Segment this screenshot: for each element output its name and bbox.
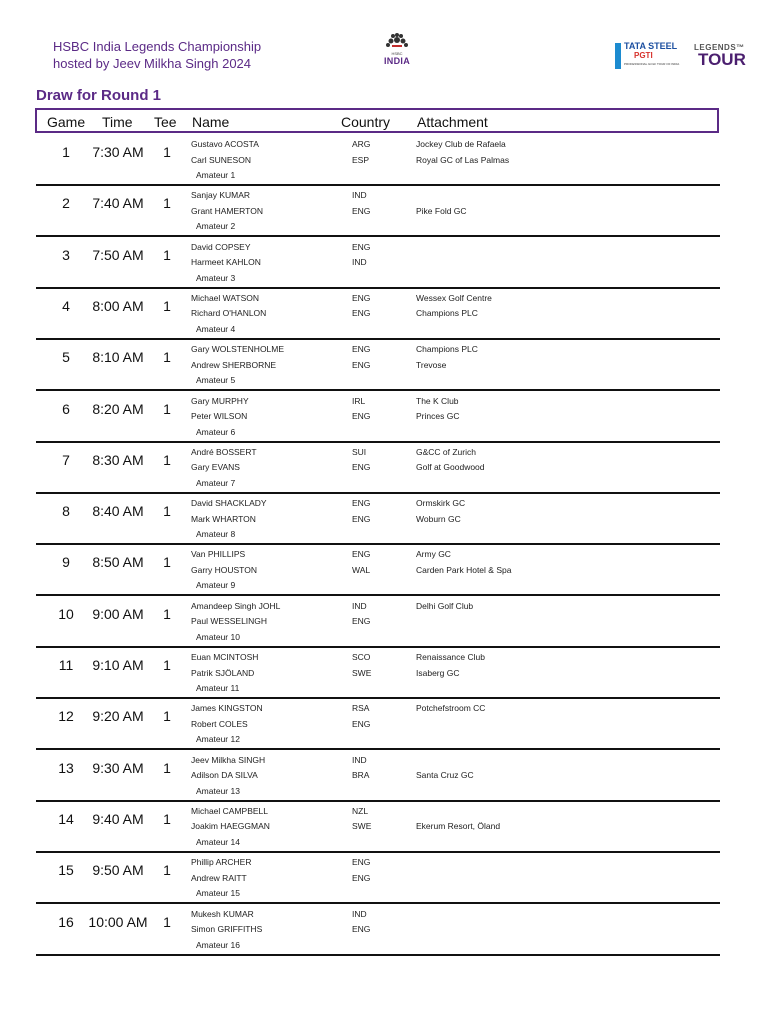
player-attachment: Santa Cruz GC <box>416 770 474 781</box>
table-row <box>36 648 720 699</box>
legends-wordmark: LEGENDS™ <box>694 43 745 52</box>
game-number: 7 <box>62 451 70 468</box>
player-country: ENG <box>352 513 371 524</box>
player-attachment: Jockey Club de Rafaela <box>416 139 506 149</box>
player-country: IND <box>352 190 367 201</box>
player-name: Carl SUNESON <box>191 154 251 165</box>
lotus-icon <box>384 33 410 51</box>
game-number: 2 <box>62 195 70 212</box>
player-country: IRL <box>352 395 366 406</box>
player-attachment: Isaberg GC <box>416 667 460 678</box>
player-attachment: Renaissance Club <box>416 652 485 662</box>
player-name: Gary WOLSTENHOLME <box>191 344 285 355</box>
hsbc-wordmark: HSBC <box>391 51 403 56</box>
game-number: 11 <box>58 657 74 673</box>
player-attachment: Golf at Goodwood <box>416 462 485 473</box>
table-row <box>36 494 720 545</box>
player-name: Harmeet KAHLON <box>191 257 261 268</box>
player-name: Michael CAMPBELL <box>191 805 269 816</box>
game-number: 13 <box>58 759 74 776</box>
player-country: ENG <box>352 205 371 216</box>
player-country: ENG <box>352 498 371 509</box>
player-country: ENG <box>352 718 371 729</box>
column-name: Name <box>192 114 230 130</box>
amateur-name: Amateur 14 <box>196 836 240 847</box>
section-title: Draw for Round 1 <box>36 87 162 104</box>
tee-time: 8:50 AM <box>92 554 144 571</box>
player-country: ENG <box>352 344 371 355</box>
player-name: Grant HAMERTON <box>191 205 263 216</box>
player-country: ENG <box>352 924 371 934</box>
player-name: Paul WESSELINGH <box>191 616 268 627</box>
player-attachment: Ormskirk GC <box>416 498 466 509</box>
player-country: SCO <box>352 652 371 662</box>
legends-tour-logo <box>612 38 744 74</box>
player-country: IND <box>352 257 367 268</box>
table-row <box>36 751 720 802</box>
player-country: ENG <box>352 857 371 868</box>
table-row <box>36 289 720 340</box>
amateur-name: Amateur 8 <box>196 529 236 540</box>
amateur-name: Amateur 9 <box>196 580 236 591</box>
player-name: Sanjay KUMAR <box>191 190 251 201</box>
player-name: Andrew SHERBORNE <box>191 359 277 370</box>
table-row <box>36 186 720 237</box>
tee-number: 1 <box>163 913 171 930</box>
player-country: ENG <box>352 462 371 473</box>
player-attachment: Champions PLC <box>416 308 478 319</box>
player-attachment: Ekerum Resort, Öland <box>416 821 501 832</box>
amateur-name: Amateur 5 <box>196 375 236 386</box>
player-country: ENG <box>352 872 371 883</box>
player-name: James KINGSTON <box>191 703 263 714</box>
column-game: Game <box>47 114 86 130</box>
table-row <box>36 802 720 853</box>
amateur-name: Amateur 7 <box>196 477 236 488</box>
tee-time: 9:10 AM <box>92 657 144 673</box>
tee-time: 9:30 AM <box>92 759 144 776</box>
player-name: Adilson DA SILVA <box>191 770 258 781</box>
player-attachment: The K Club <box>416 395 459 406</box>
tee-number: 1 <box>163 862 171 879</box>
player-country: SUI <box>352 446 367 457</box>
tee-time: 10:00 AM <box>88 913 148 930</box>
player-name: Phillip ARCHER <box>191 857 252 868</box>
amateur-name: Amateur 13 <box>196 785 240 796</box>
player-attachment: Carden Park Hotel & Spa <box>416 564 512 575</box>
amateur-name: Amateur 1 <box>196 170 236 180</box>
tee-time: 8:40 AM <box>92 503 144 520</box>
player-country: IND <box>352 754 367 765</box>
player-attachment: Wessex Golf Centre <box>416 292 492 303</box>
tee-time: 7:40 AM <box>92 195 144 212</box>
player-name: Garry HOUSTON <box>191 564 257 575</box>
tee-number: 1 <box>163 349 171 366</box>
player-name: Andrew RAITT <box>191 872 247 883</box>
player-attachment: Potchefstroom CC <box>416 703 486 714</box>
player-country: ENG <box>352 241 371 252</box>
game-number: 8 <box>62 503 70 520</box>
table-row <box>36 905 720 956</box>
player-name: Richard O'HANLON <box>191 308 267 319</box>
player-attachment: Princes GC <box>416 411 460 421</box>
table-row <box>36 392 720 443</box>
player-country: ENG <box>352 549 371 560</box>
amateur-name: Amateur 4 <box>196 323 236 334</box>
player-name: Gary EVANS <box>191 462 240 473</box>
amateur-name: Amateur 12 <box>196 734 240 745</box>
player-country: ESP <box>352 154 370 165</box>
game-number: 15 <box>58 862 74 879</box>
player-country: ENG <box>352 308 371 319</box>
tee-time: 8:30 AM <box>92 451 144 468</box>
player-name: Mark WHARTON <box>191 513 256 524</box>
game-number: 9 <box>62 554 70 571</box>
tata-steel-wordmark: TATA STEEL <box>624 41 678 51</box>
player-name: Jeev Milkha SINGH <box>191 754 266 765</box>
tee-time: 8:10 AM <box>92 349 144 366</box>
tee-number: 1 <box>163 451 171 468</box>
game-number: 1 <box>62 144 70 160</box>
player-name: Patrik SJÖLAND <box>191 667 255 678</box>
tee-time: 9:00 AM <box>92 605 144 622</box>
player-country: ENG <box>352 616 371 627</box>
event-title-line1: HSBC India Legends Championship <box>53 39 262 54</box>
tee-time: 9:40 AM <box>92 810 144 827</box>
game-number: 16 <box>58 913 74 930</box>
player-name: André BOSSERT <box>191 446 257 457</box>
table-row <box>36 597 720 648</box>
tee-number: 1 <box>163 708 171 725</box>
column-header <box>35 108 719 133</box>
player-name: Robert COLES <box>191 718 248 729</box>
player-name: Joakim HAEGGMAN <box>191 821 270 832</box>
tee-time: 9:50 AM <box>92 862 144 879</box>
player-name: Amandeep Singh JOHL <box>191 600 281 611</box>
tee-time: 7:30 AM <box>92 144 144 160</box>
column-attachment: Attachment <box>417 114 488 130</box>
amateur-name: Amateur 16 <box>196 939 240 950</box>
tee-number: 1 <box>163 759 171 776</box>
india-wordmark: INDIA <box>384 56 410 66</box>
table-row <box>36 135 720 186</box>
player-country: WAL <box>352 564 371 575</box>
player-country: ARG <box>352 139 371 149</box>
player-country: IND <box>352 908 367 919</box>
player-name: Van PHILLIPS <box>191 549 246 560</box>
game-number: 5 <box>62 349 70 366</box>
table-row <box>36 545 720 596</box>
game-number: 10 <box>58 605 74 622</box>
tee-number: 1 <box>163 297 171 314</box>
player-attachment: G&CC of Zurich <box>416 446 476 457</box>
tee-number: 1 <box>163 657 171 673</box>
amateur-name: Amateur 3 <box>196 272 236 283</box>
tee-number: 1 <box>163 144 171 160</box>
tee-number: 1 <box>163 503 171 520</box>
player-attachment: Army GC <box>416 549 451 560</box>
table-row <box>36 443 720 494</box>
tee-time: 9:20 AM <box>92 708 144 725</box>
player-name: Peter WILSON <box>191 411 248 421</box>
game-number: 4 <box>62 297 70 314</box>
tee-time: 8:00 AM <box>92 297 144 314</box>
pgti-wordmark: PGTI <box>634 51 653 60</box>
player-attachment: Pike Fold GC <box>416 205 467 216</box>
amateur-name: Amateur 11 <box>196 683 240 693</box>
player-attachment: Royal GC of Las Palmas <box>416 154 510 165</box>
player-name: David COPSEY <box>191 241 251 252</box>
player-attachment: Delhi Golf Club <box>416 600 474 611</box>
amateur-name: Amateur 15 <box>196 888 240 899</box>
player-country: ENG <box>352 411 371 421</box>
player-name: Gary MURPHY <box>191 395 249 406</box>
logo-stripe <box>615 43 621 69</box>
event-title-line2: hosted by Jeev Milkha Singh 2024 <box>53 56 252 71</box>
tee-number: 1 <box>163 246 171 263</box>
amateur-name: Amateur 6 <box>196 426 236 437</box>
player-name: Mukesh KUMAR <box>191 908 254 919</box>
column-time: Time <box>102 114 133 130</box>
game-number: 6 <box>62 400 70 417</box>
player-name: Simon GRIFFITHS <box>191 924 263 934</box>
table-row <box>36 699 720 750</box>
player-attachment: Champions PLC <box>416 344 478 355</box>
table-row <box>36 340 720 391</box>
game-number: 3 <box>62 246 70 263</box>
tee-number: 1 <box>163 605 171 622</box>
player-country: SWE <box>352 821 372 832</box>
player-country: NZL <box>352 805 369 816</box>
game-number: 12 <box>58 708 74 725</box>
player-country: BRA <box>352 770 370 781</box>
player-country: ENG <box>352 359 371 370</box>
player-name: Euan MCINTOSH <box>191 652 259 662</box>
table-row <box>36 238 720 289</box>
event-title <box>53 38 261 72</box>
player-name: David SHACKLADY <box>191 498 267 509</box>
table-row <box>36 853 720 904</box>
tee-number: 1 <box>163 400 171 417</box>
player-attachment: Trevose <box>416 359 447 370</box>
player-attachment: Woburn GC <box>416 513 461 524</box>
player-name: Gustavo ACOSTA <box>191 139 259 149</box>
tee-time: 8:20 AM <box>92 400 144 417</box>
column-tee: Tee <box>154 114 177 130</box>
tee-number: 1 <box>163 554 171 571</box>
player-country: IND <box>352 600 367 611</box>
player-country: RSA <box>352 703 370 714</box>
column-country: Country <box>341 114 391 130</box>
game-number: 14 <box>58 810 74 827</box>
tee-number: 1 <box>163 810 171 827</box>
tour-wordmark: TOUR <box>698 50 746 69</box>
player-country: ENG <box>352 292 371 303</box>
amateur-name: Amateur 10 <box>196 631 240 642</box>
pgti-tagline: PROFESSIONAL GOLF TOUR OF INDIA <box>624 62 680 66</box>
hsbc-india-logo <box>378 33 416 73</box>
player-country: SWE <box>352 667 372 678</box>
player-name: Michael WATSON <box>191 292 260 303</box>
tee-number: 1 <box>163 195 171 212</box>
tee-time: 7:50 AM <box>92 246 144 263</box>
amateur-name: Amateur 2 <box>196 221 236 232</box>
